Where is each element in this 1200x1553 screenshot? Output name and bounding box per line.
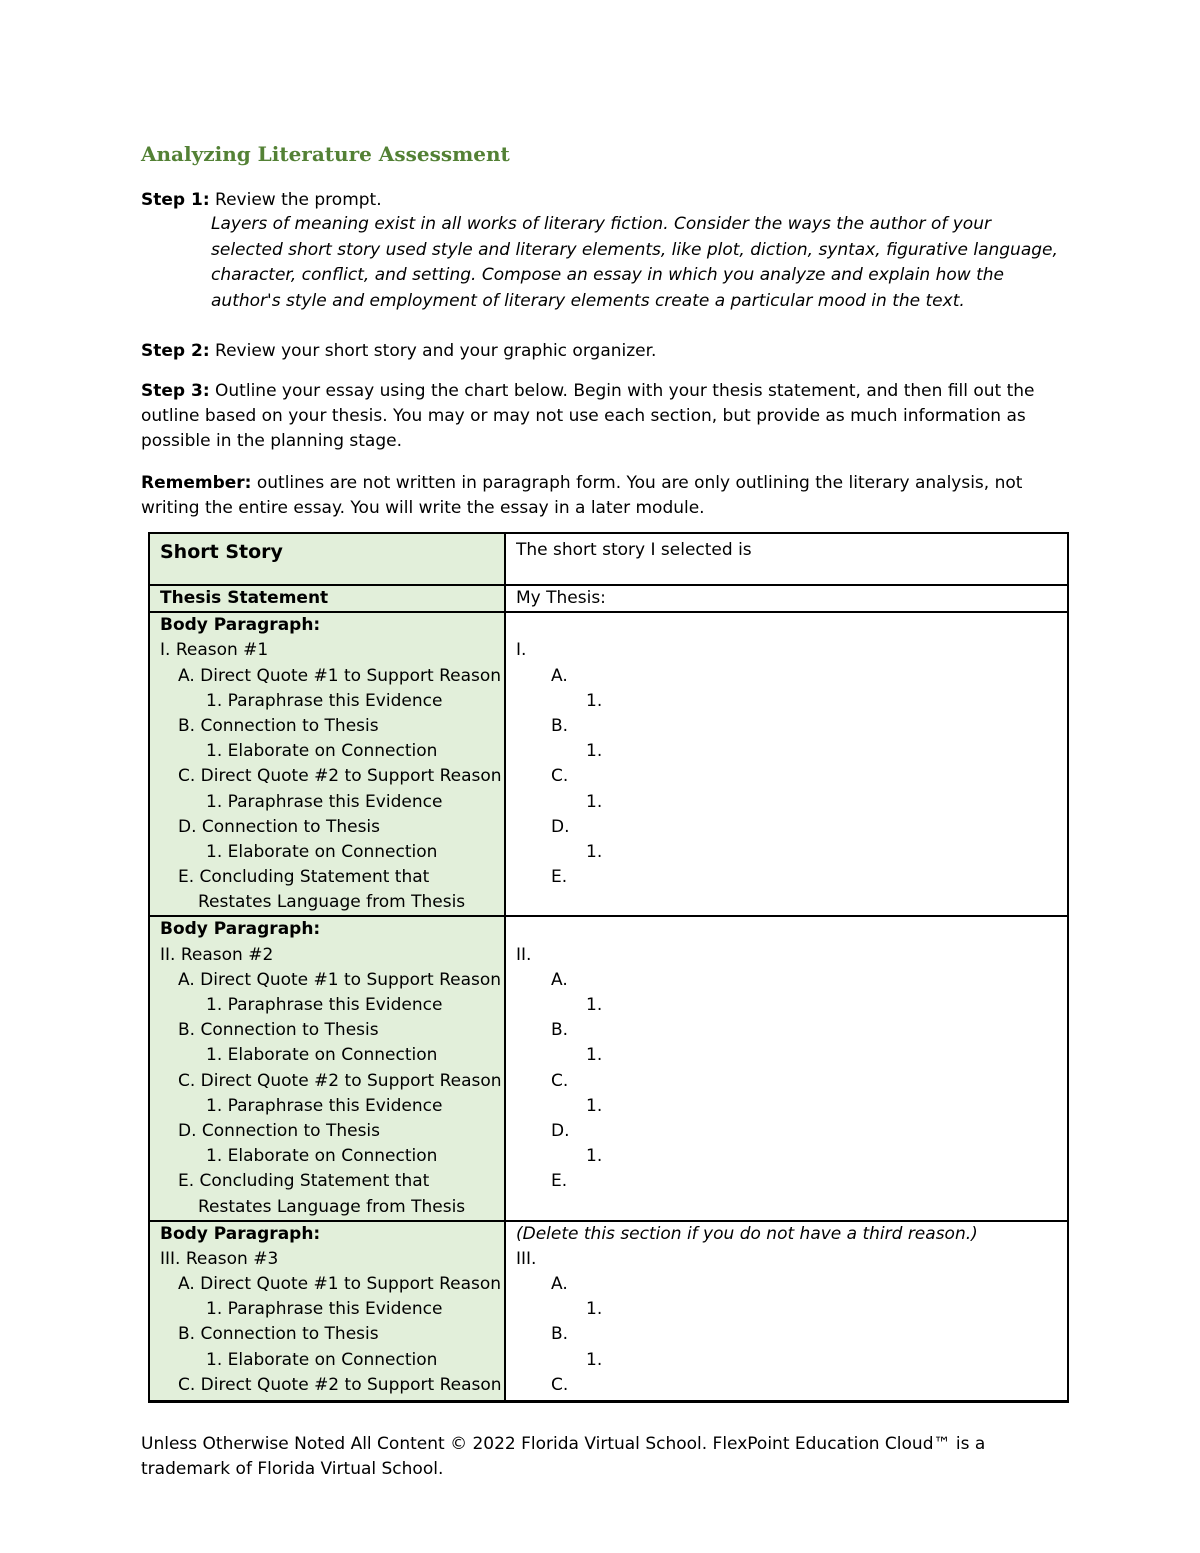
body-paragraph-3-input[interactable]	[505, 1221, 1068, 1425]
outline-item: C. Direct Quote #2 to Support Reason	[178, 1070, 502, 1091]
page-break-mask	[140, 1402, 1080, 1430]
step-3	[141, 379, 1041, 454]
outline-item: A. Direct Quote #1 to Support Reason	[178, 969, 502, 990]
outline-item: C. Direct Quote #2 to Support Reason	[178, 1374, 502, 1395]
body-paragraph-1-row	[149, 612, 1068, 916]
reason-label: III. Reason #3	[160, 1248, 279, 1269]
outline-subitem: 1. Paraphrase this Evidence	[206, 690, 443, 711]
body-paragraph-2-guide	[149, 916, 505, 1220]
body-paragraph-label: Body Paragraph:	[160, 919, 321, 940]
outline-marker: E.	[551, 867, 568, 888]
table-bottom-border	[148, 1400, 1069, 1403]
outline-table	[148, 532, 1069, 1425]
step-1-label: Step 1:	[141, 190, 210, 210]
outline-marker: II.	[516, 944, 532, 965]
outline-subitem: 1. Elaborate on Connection	[206, 1045, 438, 1066]
body-paragraph-3-guide	[149, 1221, 505, 1425]
outline-marker: D.	[551, 1120, 570, 1141]
outline-item: E. Concluding Statement that	[178, 867, 430, 888]
outline-marker: C.	[551, 766, 569, 787]
short-story-label: Short Story	[160, 541, 283, 563]
outline-subitem: 1. Elaborate on Connection	[206, 841, 438, 862]
body-paragraph-label: Body Paragraph:	[160, 1223, 321, 1244]
blank-line	[516, 917, 1067, 942]
page-title: Analyzing Literature Assessment	[141, 142, 510, 166]
outline-marker: 1.	[586, 995, 603, 1015]
outline-marker: C.	[551, 1374, 569, 1395]
outline-marker: 1.	[586, 1349, 603, 1370]
remember-label: Remember:	[141, 473, 252, 493]
outline-item-continued: Restates Language from Thesis	[198, 1196, 466, 1217]
body-paragraph-2-row	[149, 916, 1068, 1220]
outline-marker: C.	[551, 1070, 569, 1091]
outline-item: B. Connection to Thesis	[178, 1020, 379, 1041]
outline-marker: A.	[551, 665, 568, 686]
thesis-input-cell[interactable]	[505, 585, 1068, 612]
outline-marker: A.	[551, 1274, 568, 1295]
copyright-footer: Unless Otherwise Noted All Content © 2022 Florida Virtual School. FlexPoint Education Cloud™ is a trademark of Florida Virtual School.	[141, 1434, 986, 1479]
body-paragraph-1-guide	[149, 612, 505, 916]
remember-note	[141, 471, 1041, 521]
outline-marker: B.	[551, 715, 569, 736]
outline-item: A. Direct Quote #1 to Support Reason	[178, 665, 502, 686]
outline-marker: 1.	[586, 1045, 603, 1066]
optional-section-note: (Delete this section if you do not have a third reason.)	[516, 1223, 978, 1244]
body-paragraph-3-row	[149, 1221, 1068, 1425]
step-3-label: Step 3:	[141, 381, 210, 401]
outline-marker: 1.	[586, 791, 603, 812]
outline-marker: III.	[516, 1248, 537, 1269]
short-story-input-cell[interactable]	[505, 533, 1068, 585]
step-2-label: Step 2:	[141, 341, 210, 361]
outline-item: B. Connection to Thesis	[178, 715, 379, 736]
outline-marker: D.	[551, 816, 570, 837]
outline-marker: 1.	[586, 741, 603, 762]
outline-item: A. Direct Quote #1 to Support Reason	[178, 1274, 502, 1295]
outline-item: C. Direct Quote #2 to Support Reason	[178, 766, 502, 787]
outline-marker: 1.	[586, 690, 603, 711]
outline-subitem: 1. Paraphrase this Evidence	[206, 995, 443, 1015]
outline-marker: E.	[551, 1171, 568, 1192]
essay-prompt: Layers of meaning exist in all works of literary fiction. Consider the ways the author of your selected short story used style and literary elements, like plot, diction, syntax, figurative language, character, conflict, and setting. Compose an essay in which you analyze and explain how the author's style and employment of literary elements create a particular mood in the text.	[211, 214, 1058, 311]
reason-label: I. Reason #1	[160, 640, 269, 661]
outline-marker: I.	[516, 640, 527, 661]
outline-marker: B.	[551, 1324, 569, 1345]
outline-item: B. Connection to Thesis	[178, 1324, 379, 1345]
step-3-text: Outline your essay using the chart below. Begin with your thesis statement, and then fill out the outline based on your thesis. You may or may not use each section, but provide as much information as possible in the planning stage.	[141, 381, 1035, 451]
outline-subitem: 1. Paraphrase this Evidence	[206, 791, 443, 812]
step-1	[141, 188, 1041, 213]
outline-subitem: 1. Paraphrase this Evidence	[206, 1095, 443, 1116]
short-story-row	[149, 533, 1068, 585]
step-2	[141, 339, 1041, 364]
outline-marker: B.	[551, 1020, 569, 1041]
outline-item: E. Concluding Statement that	[178, 1171, 430, 1192]
outline-item-continued: Restates Language from Thesis	[198, 892, 466, 913]
outline-marker: 1.	[586, 1299, 603, 1320]
short-story-label-cell	[149, 533, 505, 585]
body-paragraph-2-input[interactable]	[505, 916, 1068, 1220]
outline-subitem: 1. Elaborate on Connection	[206, 1349, 438, 1370]
outline-marker: 1.	[586, 1146, 603, 1167]
outline-subitem: 1. Elaborate on Connection	[206, 741, 438, 762]
thesis-prompt: My Thesis:	[516, 588, 606, 608]
reason-label: II. Reason #2	[160, 944, 274, 965]
outline-subitem: 1. Paraphrase this Evidence	[206, 1299, 443, 1320]
thesis-label-cell	[149, 585, 505, 612]
outline-marker: 1.	[586, 841, 603, 862]
outline-marker: 1.	[586, 1095, 603, 1116]
outline-subitem: 1. Elaborate on Connection	[206, 1146, 438, 1167]
short-story-prompt: The short story I selected is	[516, 540, 752, 560]
thesis-row	[149, 585, 1068, 612]
outline-item: D. Connection to Thesis	[178, 816, 381, 837]
body-paragraph-1-input[interactable]	[505, 612, 1068, 916]
step-1-text: Review the prompt.	[209, 190, 382, 210]
thesis-label: Thesis Statement	[160, 588, 329, 608]
step-2-text: Review your short story and your graphic organizer.	[209, 341, 657, 361]
blank-line	[516, 613, 1067, 638]
remember-text: outlines are not written in paragraph form. You are only outlining the literary analysis, not writing the entire essay. You will write the essay in a later module.	[141, 473, 1023, 518]
outline-item: D. Connection to Thesis	[178, 1120, 381, 1141]
outline-marker: A.	[551, 969, 568, 990]
body-paragraph-label: Body Paragraph:	[160, 615, 321, 636]
